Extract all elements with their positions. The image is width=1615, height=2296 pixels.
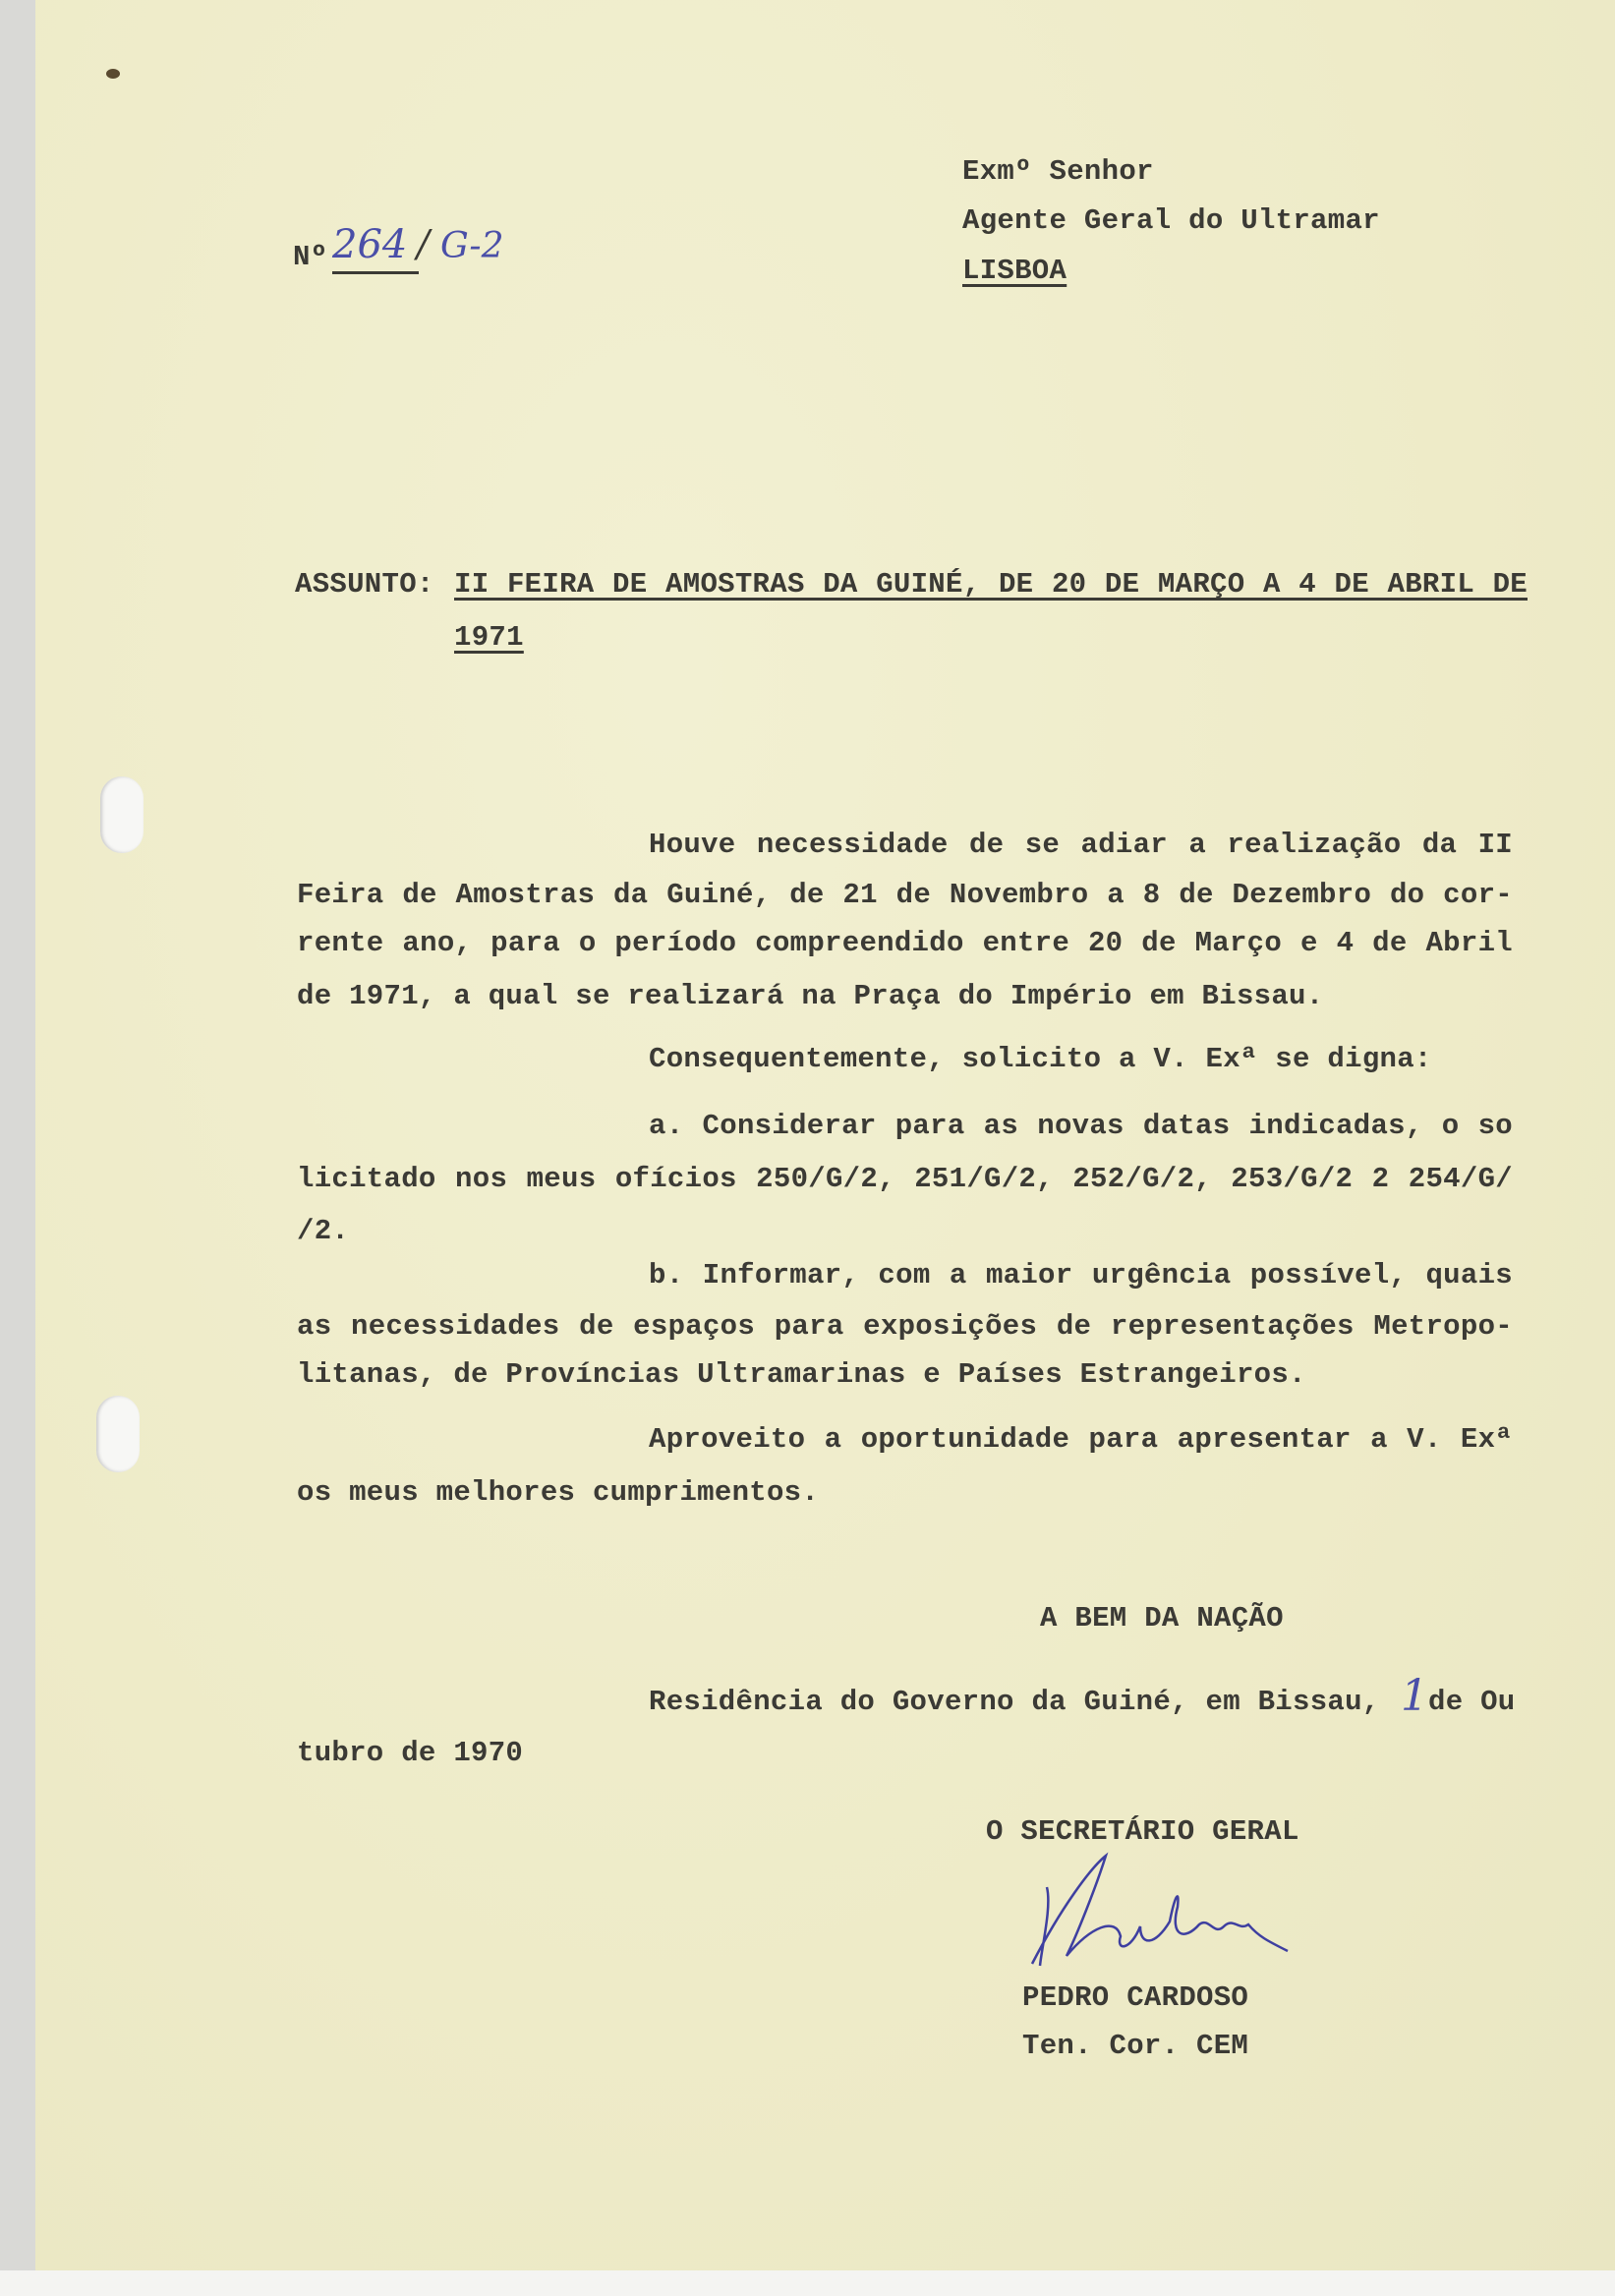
recipient-salutation: Exmº Senhor [962, 155, 1154, 188]
body-line: licitado nos meus ofícios 250/G/2, 251/G/2, 252/G/2, 253/G/2 2 254/G/ [297, 1163, 1513, 1195]
signature [1022, 1848, 1307, 1976]
signatory-title: O SECRETÁRIO GERAL [986, 1815, 1299, 1848]
body-line: a. Considerar para as novas datas indicadas, o so [649, 1110, 1513, 1142]
handwritten-day: 1 [1401, 1671, 1428, 1721]
place-date-line-2: tubro de 1970 [297, 1737, 524, 1769]
scan-bottom-margin [0, 2270, 1615, 2296]
body-line: Houve necessidade de se adiar a realização da II [649, 829, 1513, 861]
body-line: Consequentemente, solicito a V. Exª se digna: [649, 1043, 1432, 1075]
body-line: litanas, de Províncias Ultramarinas e Países Estrangeiros. [297, 1358, 1306, 1391]
reference-number: 264 [332, 222, 419, 274]
motto: A BEM DA NAÇÃO [1040, 1602, 1284, 1635]
body-line: Aproveito a oportunidade para apresentar a V. Exª [649, 1423, 1513, 1456]
body-line: /2. [297, 1215, 350, 1247]
signatory-name: PEDRO CARDOSO [1022, 1981, 1249, 2014]
recipient-title: Agente Geral do Ultramar [962, 204, 1380, 237]
reference-suffix: G-2 [440, 226, 504, 266]
reference-prefix: Nº [293, 241, 328, 273]
subject-line-2: 1971 [454, 621, 524, 654]
subject-line-1: II FEIRA DE AMOSTRAS DA GUINÉ, DE 20 DE MARÇO A 4 DE ABRIL DE [454, 568, 1528, 601]
signatory-rank: Ten. Cor. CEM [1022, 2030, 1249, 2062]
body-line: rente ano, para o período compreendido entre 20 de Março e 4 de Abril [297, 927, 1513, 959]
place-date-line: Residência do Governo da Guiné, em Bissau, [649, 1686, 1380, 1718]
body-line: de 1971, a qual se realizará na Praça do Império em Bissau. [297, 980, 1324, 1012]
body-line: Feira de Amostras da Guiné, de 21 de Novembro a 8 de Dezembro do cor- [297, 879, 1513, 911]
punch-hole [96, 1396, 140, 1472]
body-line: os meus melhores cumprimentos. [297, 1476, 820, 1509]
body-line: b. Informar, com a maior urgência possível, quais [649, 1259, 1513, 1292]
reference-slash: / [417, 222, 430, 265]
body-line: as necessidades de espaços para exposições de representações Metropo- [297, 1310, 1513, 1343]
recipient-city: LISBOA [962, 255, 1067, 287]
punch-hole [100, 776, 144, 853]
ink-spot [106, 69, 120, 79]
subject-label: ASSUNTO: [295, 568, 434, 601]
place-date-line-end: de Ou [1428, 1686, 1516, 1718]
